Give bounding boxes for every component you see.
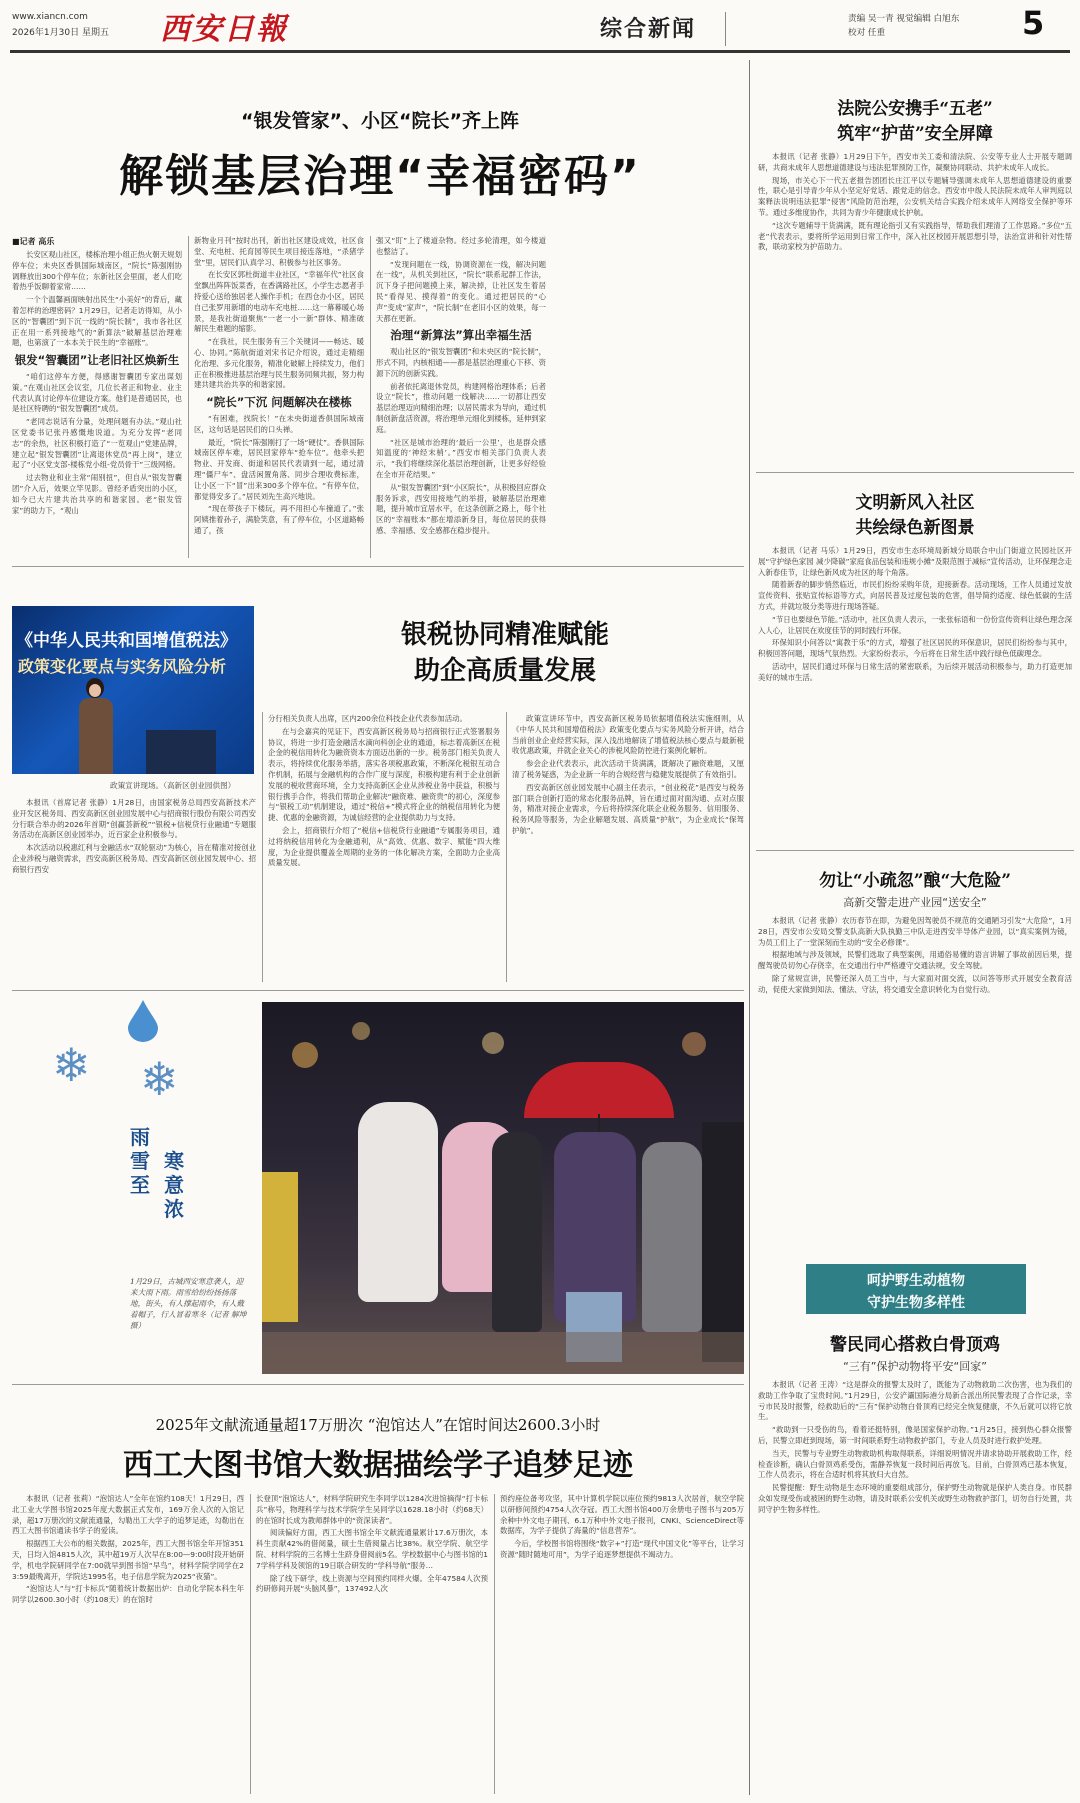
paragraph: 西安高新区创业园发展中心副主任表示，“创业税花”是西安与税务部门联合创新打造的常态化服务品牌，旨在通过面对面沟通、点对点服务，精准对接企业需求，今后将持续深化联企业税务服务、信用服务、税务风险等服务，为企业解题发展、高质量“护航”，为企业成长“保驾护航”。 xyxy=(512,782,744,835)
paragraph: “咱们这停车方便，得感谢智囊团专家出谋划策。”在观山社区会议室，几位长者正和物业、业主代表认真讨论停车位建设方案。他们是普通居民，也是社区特聘的“银发智囊团”成员。 xyxy=(12,371,182,414)
paragraph: 本报讯（记者 张莉）“泡馆达人”全年在馆约108天！1月29日，西北工业大学图书馆2025年度大数据正式发布，169万余人次的入馆记录，超17万册次的文献流通量，勾勒出工大学子的追梦足迹，勾勒出在西工大图书馆通读书学子的爱读。 xyxy=(12,1494,244,1536)
side-story-3-body xyxy=(758,916,1072,1182)
paragraph: “发现问题在一线，协调资源在一线，解决问题在一线”，从机关到社区，“院长”联系起群工作法，沉下身子把问题摸上来，解决掉，让社区发生着居民“看得见、摸得着”的变化。通过把居民的“心声”变成“家声”，“院长制”在老旧小区的效果，每一天都在更新。 xyxy=(376,259,546,323)
paragraph: “救助到一只受伤的鸟，看着还挺特别，像是国家保护动物。”1月25日，接到热心群众报警后，民警立即赶到现场，第一时间联系野生动物救护部门，专业人员及时进行救护处理。 xyxy=(758,1425,1072,1445)
editors: 责编 吴一青 视觉编辑 白旭东 xyxy=(848,14,960,24)
column-rule xyxy=(262,712,263,982)
paragraph: 本报讯（记者 张静）农历春节在即，为避免因驾驶员不规范的交通陋习引发“大危险”，1月28日，西安市公安局交警支队高新大队执勤三中队走进西安半导体产业园，以“真实案例为镜，为员工们上了一堂深刻而生动的“安全必修课”。 xyxy=(758,916,1072,947)
section-name: 综合新闻 xyxy=(600,17,697,42)
side-story-2-body xyxy=(758,546,1072,846)
masthead-rule xyxy=(10,50,1070,53)
page-number: 5 xyxy=(1022,4,1045,42)
paragraph: 活动中，居民们通过环保与日常生活的紧密联系，为后续开展活动积极参与，助力打造更加美好的城市生活。 xyxy=(758,661,1072,682)
bokeh-light xyxy=(482,1032,504,1054)
badge-line-2: 守护生物多样性 xyxy=(867,1295,965,1311)
lead-subhead-1: 银发“智囊团”让老旧社区焕新生 xyxy=(14,353,180,368)
side-story-4-body xyxy=(758,1380,1072,1794)
tax-photo-caption: 政策宣讲现场。（高新区创业园供图） xyxy=(110,781,236,790)
paragraph: 在长安区郭杜街道丰业社区，“幸福年代”社区食堂飘出阵阵饭菜香，在香满路社区，小学生志愿者手持爱心送给独居老人操作手机；在西仓办小区，居民自己张罗用新增的电动车充电桩……这一幕幕暖心场景，是我社街道聚焦“一老一小一新”群体、精准破解民生难题的缩影。 xyxy=(194,270,364,334)
paragraph: “在我社，民生服务有三个关键词——畅达、暖心、协同。”陈航街道刘宋书记介绍说，通过走精细化治理、多元化服务，精准化破解上持续发力，他们正在积极推进基层治理与民生服务同频共振，努力构建共建共治共享的和谐家园。 xyxy=(194,337,364,390)
photo-vertical-title xyxy=(130,1125,220,1235)
header-divider xyxy=(725,12,726,46)
section-rule xyxy=(12,566,744,567)
paragraph: 现场，市关心下一代五老报告团团长庄江平以专题辅导强调未成年人思想道德建设的重要性，联心是引导青少年从小坚定好党话、跟党走的信念。西安市中级人民法院未成年人审判庭以案释法说明违法犯罪“侵害”风险防范治理，公安机关结合实践介绍未成年人网络安全保护等环节。通过多维度协作，共同为青少年健康成长护航。 xyxy=(758,175,1072,217)
side-story-3-title: 勿让“小疏忽”酿“大危险” xyxy=(818,871,1012,891)
vertical-title-col-1: 雨 雪 至 xyxy=(130,1125,150,1197)
section-rule xyxy=(756,850,1074,851)
snowflake-icon: ❄ xyxy=(52,1038,91,1092)
wildlife-badge xyxy=(806,1264,1026,1314)
side-story-2-title-1: 文明新风入社区 xyxy=(855,493,975,513)
speaker-coat xyxy=(79,698,113,774)
person-yellow xyxy=(262,1172,298,1322)
paragraph: 过去物业和业主常“闹别扭”，但自从“银发智囊团”介入后，效果立竿见影。曾经矛盾突出的小区，如今已大片建共治共享的和谐家园。老“银发管家”的助力下，“观山 xyxy=(12,473,182,515)
paragraph: 长安区观山社区，楼栋治理小组正热火朝天规划停车位；未央区香俱国际城南区，“院长”陈强刚协调释放出300个停车位；东新社区会里面，老人们吃着热乎饭聊着家常…… xyxy=(12,250,182,292)
paragraph: “有困难，找院长！”在未央街道香俱国际城南区，这句话是居民们的口头禅。 xyxy=(194,413,364,434)
paragraph: 本报讯（记者 马乐）1月29日，西安市生态环境局新城分局联合中山门街道立民园社区开展“守护绿色家园 减少降碳”家庭食品包装和违规小摊“及限范围于减标”宣传活动，让环保理念走入新春佳节，让绿色新风成为社区的每个角落。 xyxy=(758,546,1072,577)
library-col-1 xyxy=(12,1494,244,1794)
speaker-figure xyxy=(76,678,116,774)
library-col-3 xyxy=(500,1494,744,1794)
side-story-4-subtitle: “三有”保护动物将平安“回家” xyxy=(843,1360,987,1373)
lead-byline: ■记者 高乐 xyxy=(12,237,55,246)
column-rule xyxy=(370,236,371,558)
tax-col-2 xyxy=(268,714,500,982)
side-story-2-title-2: 共绘绿色新图景 xyxy=(855,518,975,538)
vertical-title-col-2: 寒 意 浓 xyxy=(164,1149,184,1221)
side-story-3-subtitle: 高新交警走进产业园“送安全” xyxy=(843,896,987,909)
library-title: 西工大图书馆大数据描绘学子追梦足迹 xyxy=(123,1448,633,1483)
paragraph: 随着新春的脚步悄然临近，市民们纷纷采购年货，迎接新春。活动现场，工作人员通过发放宣传资料、张贴宣传标语等方式，向居民普及过度包装的危害，倡导简约适度、绿色低碳的生活方式，并就垃圾分类等进行现场答疑。 xyxy=(758,580,1072,611)
lead-subhead-3: 治理“新算法”算出幸福生活 xyxy=(390,328,532,343)
section-rule xyxy=(12,1384,744,1385)
library-col-2 xyxy=(256,1494,488,1794)
badge-line-1: 呵护野生动植物 xyxy=(867,1273,965,1289)
lectern xyxy=(146,730,216,774)
side-story-1-title-1: 法院公安携手“五老” xyxy=(837,99,993,119)
proofreader: 校对 任重 xyxy=(848,28,886,38)
paragraph: 从“银发智囊团”到“小区院长”，从积极回应群众服务诉求，西安用接地气的举措，破解基层治理难题，提升城市宜居水平，在这条创新之路上，每个社区的“幸福账本”都在增添新身目，每位居民的获得感、幸福感、安全感都在稳步提升。 xyxy=(376,482,546,535)
banner-line-2: 政策变化要点与实务风险分析 xyxy=(18,657,227,676)
tax-col-1 xyxy=(12,798,256,982)
lead-col-2 xyxy=(194,236,364,560)
paragraph: 根据西工大公布的相关数据，2025年，西工大图书馆全年开馆351天，日均入馆4815人次，其中超19万人次早在8:00—9:00时段开始研学，机电学院研同学在7:00就早到图书馆“早鸟”，材料学院学同学在23:59最晚离开，学院达1995名，电子信息学院为2025“夜猫”。 xyxy=(12,1539,244,1581)
street-ground xyxy=(262,1332,744,1374)
tax-title-2: 助企高质量发展 xyxy=(413,656,596,686)
side-story-1-body xyxy=(758,152,1072,464)
issue-date: 2026年1月30日 星期五 xyxy=(12,28,109,38)
bokeh-light xyxy=(682,1032,706,1056)
paragraph: 新物业月刊”按时出刊，新出社区建设成效，社区食堂、充电桩、托育园等民生项目接连落地，“杀猪学堂”里，居民们认真学习、积极参与社区事务。 xyxy=(194,236,364,267)
paragraph: “节日也要绿色节能。”活动中，社区负责人表示，一张张标语和一份份宣传资料让绿色理念深入人心，让居民在欢度佳节的同时践行环保。 xyxy=(758,614,1072,635)
person-dark-right xyxy=(702,1122,744,1362)
paragraph: “社区是城市治理的‘最后一公里’，也是群众感知温度的‘神经末梢’。”西安市相关部门负责人表示，“我们将继续深化基层治理创新，让更多好经验在全市开花结果。” xyxy=(376,437,546,479)
snow-street-photo xyxy=(262,1002,744,1374)
lead-subhead-2: “院长”下沉 问题解决在楼栋 xyxy=(206,395,352,410)
paragraph: 长登顶“泡馆达人”，材料学院研究生李同学以1284次进馆摘得“打卡标兵”称号，物理科学与技术学院学生吴同学以1628.18小时（约68天）的在馆时长成为教师群体中的“资深读者”。 xyxy=(256,1494,488,1525)
website[interactable]: www.xiancn.com xyxy=(12,12,88,22)
section-rule xyxy=(12,990,744,991)
bokeh-light xyxy=(352,1022,370,1040)
paragraph: “泡馆达人”与“打卡标兵”随着统计数据出炉：自动化学院本科生年同学以2600.30小时（约108天）的在馆时 xyxy=(12,1584,244,1605)
paragraph: 前者依托离退休党员，构建网格治理体系；后者设立“院长”，推动问题一线解决……一切都让西安基层治理迈向精细治理；以居民需求为导向，通过机制创新盘活资源，将治理单元细化到楼栋，延伸到家庭。 xyxy=(376,381,546,434)
column-rule xyxy=(506,712,507,982)
person-dark-coat xyxy=(492,1132,542,1332)
red-umbrella xyxy=(524,1062,674,1118)
paragraph: 民警提醒：野生动物是生态环境的重要组成部分，保护野生动物就是保护人类自身。市民群众如发现受伤或被困的野生动物，请及时联系公安机关或野生动物救护部门，切勿自行处置，共同守护生物多样性。 xyxy=(758,1483,1072,1514)
paragraph: 本次活动以税惠红利与金融活水“双轮驱动”为核心，旨在精准对接创业企业涉税与融资需求，西安高新区税务局、西安高新区创业园发展中心、招商银行西安 xyxy=(12,843,256,874)
sidebar-rule xyxy=(749,60,750,1795)
lead-col-3 xyxy=(376,236,546,560)
paragraph: 本报讯（首席记者 张静）1月28日，由国家税务总局西安高新技术产业开发区税务局、西安高新区创业园发展中心与招商银行股份有限公司西安分行联合举办的2026年首期“创赢荟新税”“银税+信税贷行业融通”专题服务活动在高新区创业园举办，近百家企业积极参与。 xyxy=(12,798,256,840)
paragraph: 除了线下研学，线上资源与空间预约同样火爆。全年47584人次预约研修间开展“头脑风暴”，137492人次 xyxy=(256,1573,488,1594)
paragraph: 分行相关负责人出席，区内200余位科技企业代表参加活动。 xyxy=(268,714,467,723)
paragraph: 强又“盯”上了楼道杂物。经过多轮清理，如今楼道也整洁了。 xyxy=(376,236,546,256)
snowflake-icon: ❄ xyxy=(140,1052,179,1106)
library-kicker: 2025年文献流通量超17万册次 “泡馆达人”在馆时间达2600.3小时 xyxy=(155,1416,601,1434)
bokeh-light xyxy=(292,1042,318,1068)
paragraph: 当天，民警与专业野生动物救助机构取得联系，详细说明情况并请求协助开展救助工作，经检查诊断，确认白骨顶鸡系受伤，需静养恢复一段时间后再放飞。目前，白骨顶鸡已基本恢复，工作人员表示，将在合适时机将其放归大自然。 xyxy=(758,1448,1072,1480)
paragraph: 会上，招商银行介绍了“税信+信税贷行业融通”专属服务项目，通过将纳税信用转化为金融通利，从“高效、优惠、数字、赋能”四大维度，为企业提供覆盖全周期的业务的一体化解决方案，全面助力企业高质量发展。 xyxy=(268,825,500,868)
paper-logo: 西安日報 xyxy=(160,12,288,47)
column-rule xyxy=(494,1494,495,1794)
section-rule xyxy=(756,472,1074,473)
paragraph: “现在带孩子下楼玩，再不用担心车撞道了。”张阿姨推着孙子，满脸笑意，有了停车位，小区道路畅通了，孩 xyxy=(194,504,364,535)
banner-line-1: 《中华人民共和国增值税法》 xyxy=(16,631,237,651)
paragraph: 最近，“院长”陈强刚打了一场“硬仗”。香俱国际城南区停车难，居民回家停车“抢车位”。他牵头把物业、开发商、街道和居民代表请到一起，通过清理“僵尸车”、盘活闲置角落、同步合理收费标准，让小区一下“冒”出来300多个停车位。“有停车位，都觉得安多了。”居民刘先生高兴地说。 xyxy=(194,437,364,501)
raindrop-icon xyxy=(128,1000,158,1042)
column-rule xyxy=(250,1494,251,1794)
paragraph: 参会企业代表表示，此次活动干货满满，既解决了融资难题，又厘清了税务疑惑，为企业新一年的合规经营与稳健发展提供了有效指引。 xyxy=(512,759,744,779)
tax-col-3 xyxy=(512,714,744,982)
side-story-1-title-2: 筑牢“护苗”安全屏障 xyxy=(837,124,993,144)
paragraph: 观山社区的“银发智囊团”和未央区的“院长制”，形式不同，内核相通——都是基层治理重心下移、资源下沉的创新实践。 xyxy=(376,347,546,378)
paragraph: 政策宣讲环节中，西安高新区税务局依据增值税法实施细则，从《中华人民共和国增值税法》政策变化要点与实务风险分析开讲，结合当前创业企业经营实际，深入浅出地解读了增值税法核心要点与最新税收优惠政策，并就企业关心的涉税风险防控进行案例化解析。 xyxy=(512,714,744,756)
side-story-4-title: 警民同心搭救白骨顶鸡 xyxy=(830,1335,1000,1355)
column-rule xyxy=(188,236,189,558)
tax-photo xyxy=(12,606,254,774)
paragraph: 环保知识小问答以“寓教于乐”的方式，增强了社区居民的环保意识，居民们纷纷参与其中，积极回答问题，现场气氛热烈。大家纷纷表示，今后将在日常生活中践行绿色低碳理念。 xyxy=(758,638,1072,659)
lead-col-1 xyxy=(12,250,182,560)
tax-title-1: 银税协同精准赋能 xyxy=(400,620,609,650)
paragraph: 今后，学校图书馆将围绕“数字+”打造“现代中国文化”等平台，让学习资源“随时随地可用”，为学子追逐梦想提供不竭动力。 xyxy=(500,1539,744,1559)
paragraph: “老同志说话有分量，处理问题有办法。”观山社区党委书记张丹感慨地说道。为充分发挥“老同志”的余热，社区积极打造了“一览观山”党建品牌，建立起“银发智囊团”让离退休党员“再上岗”，建立起了“小区党支部-楼栋党小组-党员骨干”三级网格。 xyxy=(12,417,182,470)
paragraph: 除了常规宣讲，民警还深入员工当中，与大家面对面交流，以问答等形式开展安全教育活动，促使大家做到知法、懂法、守法，将交通安全意识转化为自觉行动。 xyxy=(758,973,1072,994)
paragraph: 预约座位备考攻坚，其中计算机学院以座位预约9813人次居首，航空学院以研修间预约4754人次夺冠。西工大图书馆400万余册电子图书与205万余种中外文电子期刊、6.1万种中外文电子报刊，CNKI、ScienceDirect等数据库，为学子提供了海量的“信息营养”。 xyxy=(500,1494,744,1536)
masthead xyxy=(0,0,1080,60)
paragraph: 本报讯（记者 王涛）“这是群众的报警太及时了，既能为了动物救助二次伤害，也为我们的救助工作争取了宝贵时间。”1月29日，公安浐灞国际港分局新合派出所民警表现了合作记录，幸亏市民及时报警，经救助后的“三有”保护动物白骨顶鸡已经完全恢复健康，不久后就可以将它放生。 xyxy=(758,1380,1072,1422)
paragraph: 阅读偏好方面，西工大图书馆全年文献流通量累计17.6万册次，本科生贡献42%的借阅量，硕士生借阅量占比38%。航空学院、航空学院、材料学院的三名博士生跻身借阅前5名。学校数据中心与图书馆的17学科学科及领馆的19日联合研发的“学科导航”服务… xyxy=(256,1528,488,1570)
speaker-face xyxy=(89,684,101,697)
person-gray-coat xyxy=(642,1142,702,1332)
photo-caption: 1月29日，古城西安寒意袭人，迎来大雨下雨。雨雪给纷纷扬扬落地，街头，有人撑起雨伞，有人戴着帽子，行人冒着寒冬（记者 解坤 摄） xyxy=(130,1277,247,1330)
paragraph: 根据地域与涉及领域，民警们选取了典型案例，用通俗易懂的语言讲解了事故前因后果，提醒驾驶员切勿心存侥幸，在交通出行中严格遵守交通法规，安全驾驶。 xyxy=(758,950,1072,971)
person-white-coat xyxy=(358,1102,438,1302)
lead-kicker: “银发管家”、小区“院长”齐上阵 xyxy=(241,110,519,132)
paragraph: 本报讯（记者 张静）1月29日下午，西安市关工委和清法院、公安等专业人士开展专题调研，共商未成年人思想道德建设与违法犯罪预防工作，凝聚协同联动、共护未成年人成长。 xyxy=(758,152,1072,172)
lead-title: 解锁基层治理“幸福密码” xyxy=(119,151,641,202)
paragraph: “这次专题辅导干货满满，既有理论指引又有实践指导，帮助我们理清了工作思路。”多位“五老”代表表示，要将所学运用到日常工作中，深入社区校园开展思想引导，法治宣讲和针对性帮教，联动家校为护苗助力。 xyxy=(758,220,1072,252)
paragraph: 在与会嘉宾的见证下，西安高新区税务局与招商银行正式签署服务协议，将进一步打造金融活水滴向科创企业的通道，标志着高新区在税企金的税信用转化为融资资本方面迈出新的一步。税务部门相关负责人表示，将持续优化服务举措，落实各项税惠政策，不断深化税银互动合作机制，拓展与金融机构的合作广度与深度，积极构建有利于企业创新发展的税收营商环境，全力支持高新区企业从涉税业务中获益，积极与银行携手合作，将我们帮助企业解决“融资难、融资贵”的初心，深度参与“银税工动”机制建设，通过“税信+”模式将企业的纳税信用转化为便捷、优惠的金融资源，为诚信经营的企业提供助力与支持。 xyxy=(268,726,500,823)
paragraph: 一个个温馨画面映射出民生“小美好”的背后，藏着怎样的治理密码？1月29日，记者走访得知，从小区的“智囊团”到下沉一线的“院长制”，我市各社区正在用一系列接地气的“新算法”破解基层治理难题，也第演了一本本关于民生的“幸福账”。 xyxy=(12,295,182,348)
